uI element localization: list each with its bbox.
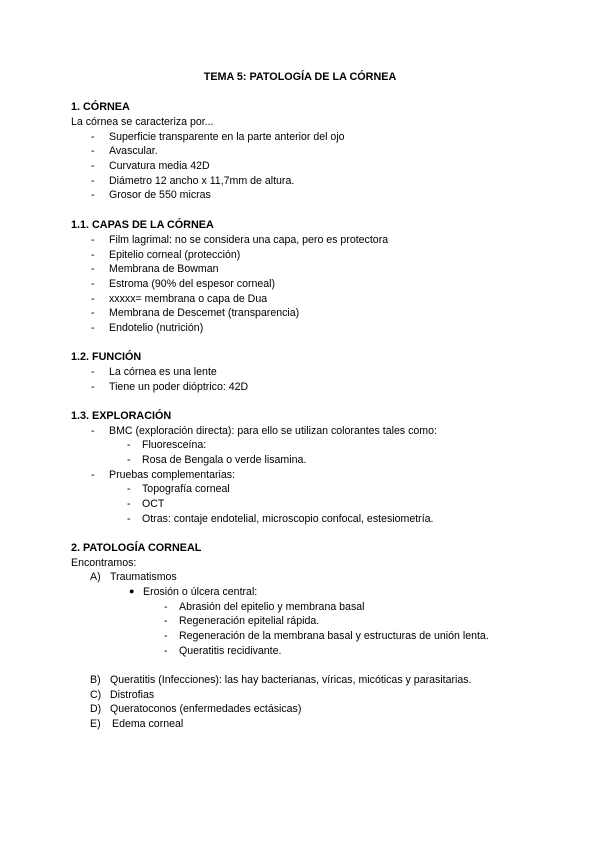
list-item-text: Film lagrimal: no se considera una capa, pero es protectora bbox=[109, 234, 389, 246]
list-item-text: Erosión o úlcera central: bbox=[143, 586, 258, 598]
dash-marker: - bbox=[91, 189, 95, 201]
list-item-text: Regeneración de la membrana basal y estructuras de unión lenta. bbox=[179, 630, 489, 642]
list-item-text: Queratoconos (enfermedades ectásicas) bbox=[110, 703, 302, 715]
dash-marker: - bbox=[127, 483, 131, 495]
list-item-text: Diámetro 12 ancho x 11,7mm de altura. bbox=[109, 175, 295, 187]
dash-marker: - bbox=[127, 454, 131, 466]
list-item-text: Curvatura media 42D bbox=[109, 160, 210, 172]
dash-marker: - bbox=[164, 601, 168, 613]
list-item-text: Distrofias bbox=[110, 689, 155, 701]
list-item-text: Otras: contaje endotelial, microscopio confocal, estesiometría. bbox=[142, 513, 434, 525]
dash-marker: - bbox=[164, 630, 168, 642]
list-item-text: Epitelio corneal (protección) bbox=[109, 249, 241, 261]
document-title: TEMA 5: PATOLOGÍA DE LA CÓRNEA bbox=[203, 71, 397, 83]
dash-marker: - bbox=[91, 469, 95, 481]
list-item-text: Traumatismos bbox=[110, 571, 177, 583]
list-label: E) bbox=[90, 718, 101, 730]
dash-marker: - bbox=[91, 249, 95, 261]
patologia-intro: Encontramos: bbox=[71, 557, 137, 569]
dash-marker: - bbox=[91, 293, 95, 305]
dash-marker: - bbox=[91, 175, 95, 187]
heading-exploracion: 1.3. EXPLORACIÓN bbox=[71, 410, 172, 422]
dash-marker: - bbox=[164, 645, 168, 657]
list-item-text: Rosa de Bengala o verde lisamina. bbox=[142, 454, 307, 466]
dash-marker: - bbox=[164, 615, 168, 627]
dash-marker: - bbox=[91, 160, 95, 172]
heading-capas: 1.1. CAPAS DE LA CÓRNEA bbox=[71, 219, 214, 231]
list-item-text: Regeneración epitelial rápida. bbox=[179, 615, 320, 627]
heading-cornea: 1. CÓRNEA bbox=[71, 101, 130, 113]
list-item-text: Tiene un poder dióptrico: 42D bbox=[109, 381, 249, 393]
dash-marker: - bbox=[127, 439, 131, 451]
list-item-text: Superficie transparente en la parte anterior del ojo bbox=[109, 131, 345, 143]
list-label: D) bbox=[90, 703, 102, 715]
list-item-text: Membrana de Descemet (transparencia) bbox=[109, 307, 300, 319]
dash-marker: - bbox=[91, 145, 95, 157]
heading-patologia: 2. PATOLOGÍA CORNEAL bbox=[71, 542, 202, 554]
list-item-text: Queratitis recidivante. bbox=[179, 645, 282, 657]
dash-marker: - bbox=[91, 263, 95, 275]
list-item-text: Pruebas complementarias: bbox=[109, 469, 236, 481]
list-item-text: Queratitis (Infecciones): las hay bacterianas, víricas, micóticas y parasitarias. bbox=[110, 674, 472, 686]
bullet-icon: ● bbox=[129, 586, 135, 596]
list-item-text: Grosor de 550 micras bbox=[109, 189, 211, 201]
list-item-text: Topografía corneal bbox=[142, 483, 230, 495]
dash-marker: - bbox=[127, 498, 131, 510]
list-item-text: Estroma (90% del espesor corneal) bbox=[109, 278, 276, 290]
cornea-intro: La córnea se caracteriza por... bbox=[71, 116, 214, 128]
list-item-text: Abrasión del epitelio y membrana basal bbox=[179, 601, 365, 613]
dash-marker: - bbox=[91, 366, 95, 378]
dash-marker: - bbox=[127, 513, 131, 525]
list-item-text: Membrana de Bowman bbox=[109, 263, 219, 275]
dash-marker: - bbox=[91, 425, 95, 437]
list-label: A) bbox=[90, 571, 101, 583]
list-item-text: La córnea es una lente bbox=[109, 366, 217, 378]
list-item-text: Edema corneal bbox=[112, 718, 184, 730]
list-item-text: Avascular. bbox=[109, 145, 158, 157]
list-label: B) bbox=[90, 674, 101, 686]
list-item-text: BMC (exploración directa): para ello se utilizan colorantes tales como: bbox=[109, 425, 437, 437]
list-item-text: Endotelio (nutrición) bbox=[109, 322, 204, 334]
dash-marker: - bbox=[91, 278, 95, 290]
dash-marker: - bbox=[91, 322, 95, 334]
dash-marker: - bbox=[91, 131, 95, 143]
list-item-text: xxxxx= membrana o capa de Dua bbox=[109, 293, 268, 305]
list-label: C) bbox=[90, 689, 102, 701]
list-item-text: OCT bbox=[142, 498, 165, 510]
dash-marker: - bbox=[91, 381, 95, 393]
list-item-text: Fluoresceína: bbox=[142, 439, 207, 451]
dash-marker: - bbox=[91, 307, 95, 319]
dash-marker: - bbox=[91, 234, 95, 246]
heading-funcion: 1.2. FUNCIÓN bbox=[71, 351, 142, 363]
